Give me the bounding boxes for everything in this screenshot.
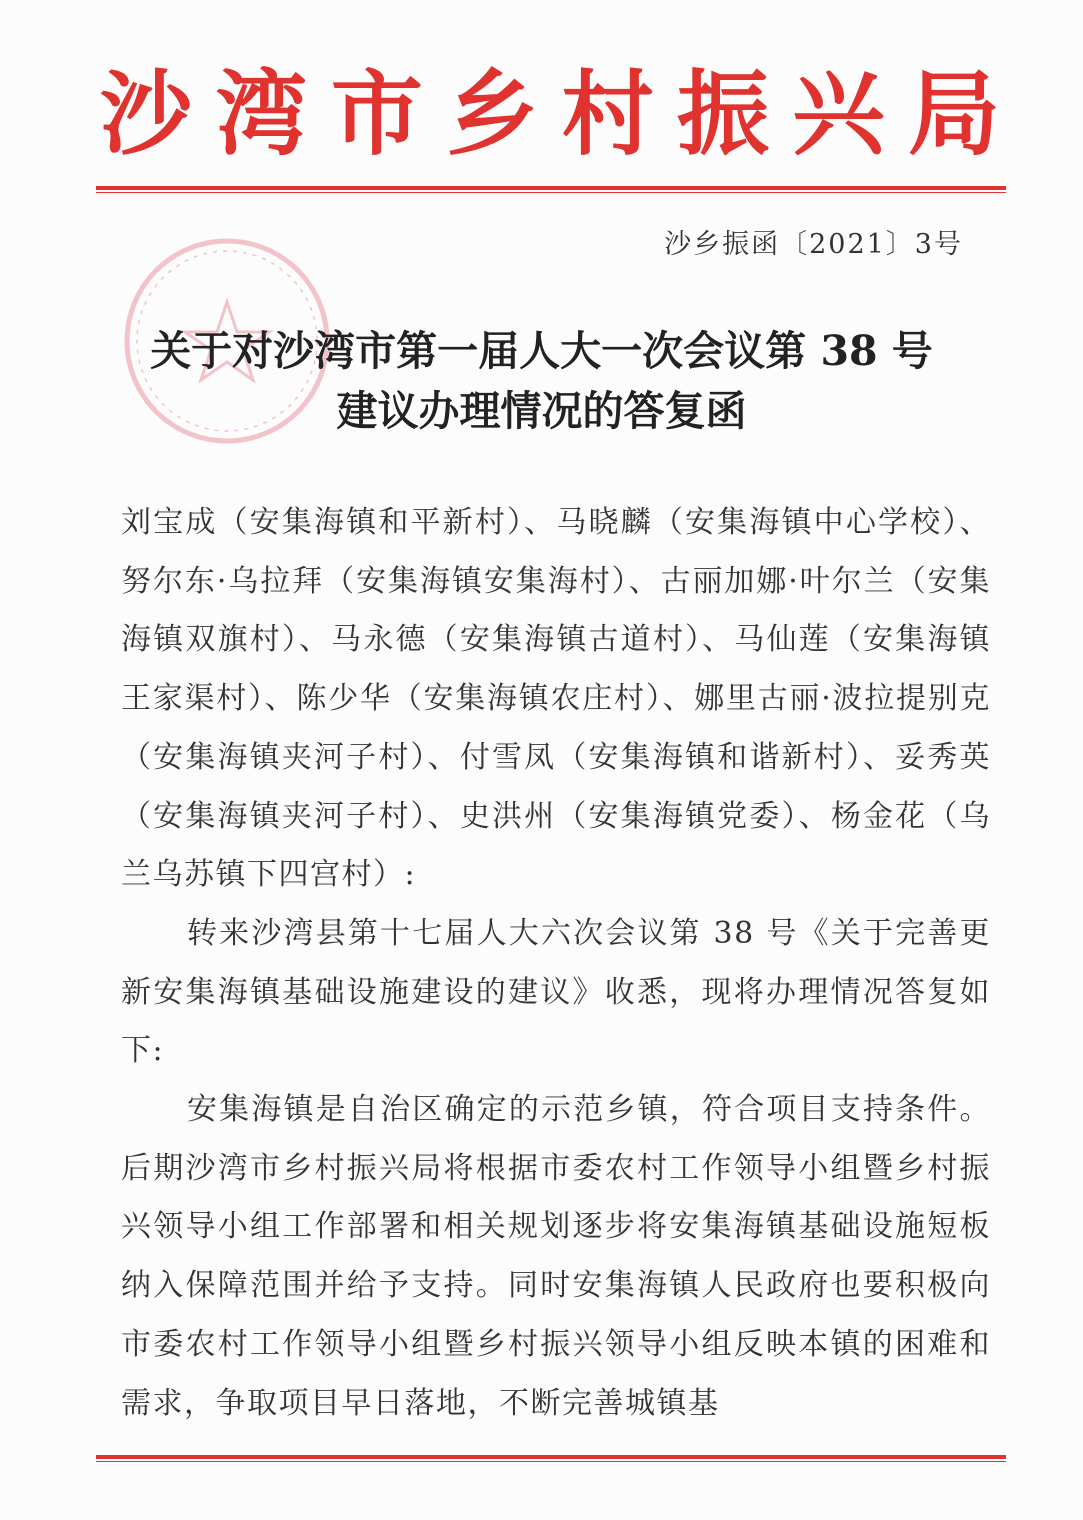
salutation-recipients: 刘宝成（安集海镇和平新村）、马晓麟（安集海镇中心学校）、努尔东·乌拉拜（安集海镇安集海村）、古丽加娜·叶尔兰（安集海镇双旗村）、马永德（安集海镇古道村）、马仙莲（安集海镇王家渠村）、陈少华（安集海镇农庄村）、娜里古丽·波拉提别克（安集海镇夹河子村）、付雪凤（安集海镇和谐新村）、妥秀英（安集海镇夹河子村）、史洪州（安集海镇党委）、杨金花（乌兰乌苏镇下四宫村）: xyxy=(121,505,991,893)
document-number: 沙乡振函〔2021〕3号 xyxy=(664,229,963,260)
header-char: 村 xyxy=(561,60,654,168)
header-char: 湾 xyxy=(215,60,308,168)
letter-body xyxy=(121,494,991,1433)
header-divider-thin xyxy=(96,192,1006,193)
letter-title-line2: 建议办理情况的答复函 xyxy=(336,387,747,435)
header-char: 兴 xyxy=(792,60,885,168)
header-char: 振 xyxy=(677,60,770,168)
header-divider-thick xyxy=(96,186,1006,190)
header-char: 沙 xyxy=(100,60,193,168)
body-paragraph: 转来沙湾县第十七届人大六次会议第 38 号《关于完善更新安集海镇基础设施建设的建议》收悉，现将办理情况答复如下: xyxy=(121,915,991,1069)
issuing-authority-header xyxy=(100,52,1000,168)
footer-divider-thick xyxy=(96,1455,1006,1459)
header-char: 市 xyxy=(330,60,423,168)
letter-title-line1: 关于对沙湾市第一届人大一次会议第 38 号 xyxy=(150,327,933,375)
header-char: 局 xyxy=(907,60,1000,168)
footer-divider-thin xyxy=(96,1461,1006,1462)
header-char: 乡 xyxy=(446,60,539,168)
body-paragraph: 安集海镇是自治区确定的示范乡镇，符合项目支持条件。后期沙湾市乡村振兴局将根据市委农村工作领导小组暨乡村振兴领导小组工作部署和相关规划逐步将安集海镇基础设施短板纳入保障范围并给予支持。同时安集海镇人民政府也要积极向市委农村工作领导小组暨乡村振兴领导小组反映本镇的困难和需求，争取项目早日落地，不断完善城镇基 xyxy=(121,1092,991,1421)
